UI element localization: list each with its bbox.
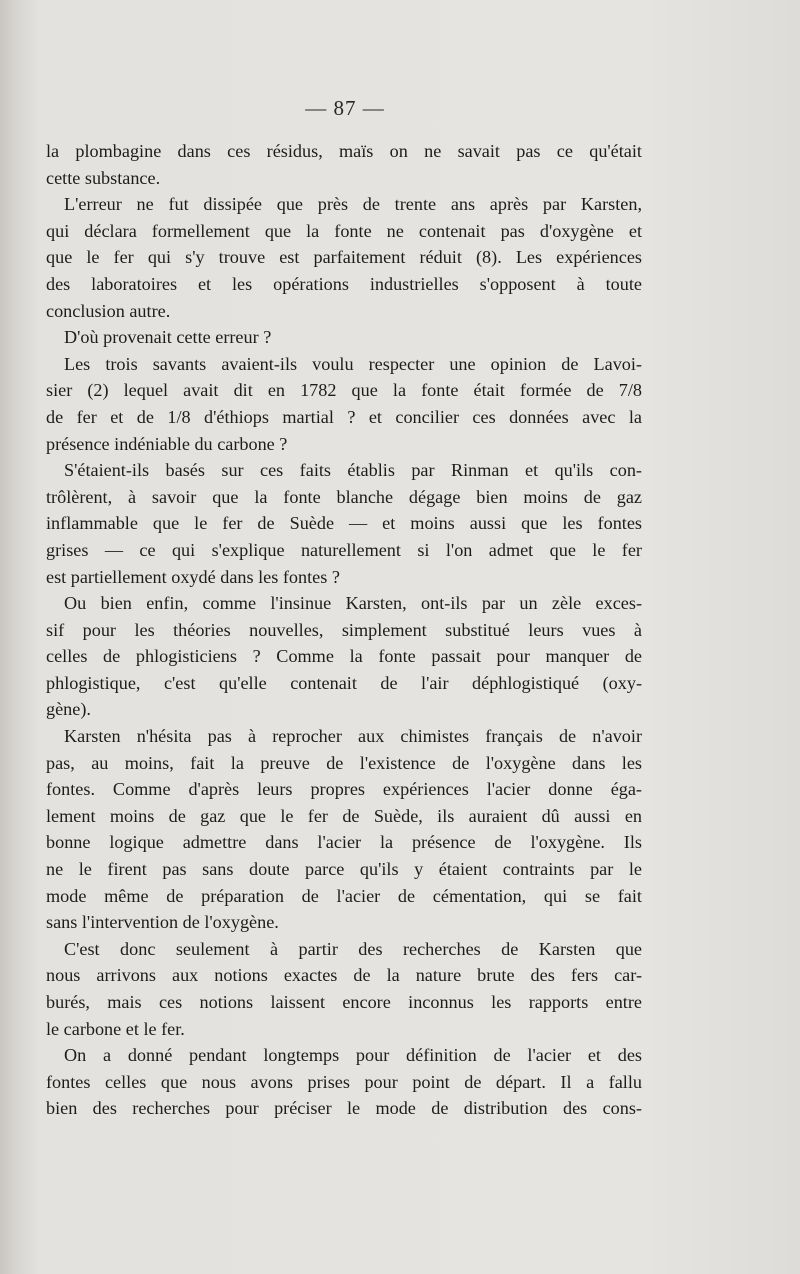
text-line: cette substance. bbox=[46, 167, 161, 188]
text-line: celles de phlogisticiens ? Comme la fonte passait pour manquer de bbox=[46, 646, 642, 667]
text-line: ne le firent pas sans doute parce qu'ils y étaient contraints par le bbox=[46, 859, 642, 880]
text-line: D'où provenait cette erreur ? bbox=[64, 327, 272, 348]
text-line: burés, mais ces notions laissent encore inconnus les rapports entre bbox=[46, 992, 642, 1012]
text-line: qui déclara formellement que la fonte ne contenait pas d'oxygène et bbox=[46, 220, 642, 241]
text-line: S'étaient-ils basés sur ces faits établis par Rinman et qu'ils con- bbox=[64, 460, 642, 481]
text-line: le carbone et le fer. bbox=[46, 1018, 185, 1039]
page-number: — 87 — bbox=[305, 96, 385, 120]
text-line: inflammable que le fer de Suède — et moins aussi que les fontes bbox=[46, 513, 642, 534]
text-line: C'est donc seulement à partir des recherches de Karsten que bbox=[64, 938, 642, 959]
text-line: mode même de préparation de l'acier de cémentation, qui se fait bbox=[46, 885, 642, 906]
text-line: fontes celles que nous avons prises pour point de départ. Il a fallu bbox=[46, 1071, 642, 1092]
text-line: phlogistique, c'est qu'elle contenait de l'air déphlogistiqué (oxy- bbox=[46, 672, 642, 693]
text-line: sans l'intervention de l'oxygène. bbox=[46, 912, 279, 933]
text-line: sif pour les théories nouvelles, simplement substitué leurs vues à bbox=[46, 619, 642, 640]
text-line: Karsten n'hésita pas à reprocher aux chimistes français de n'avoir bbox=[64, 726, 642, 747]
text-line: nous arrivons aux notions exactes de la nature brute des fers car- bbox=[46, 965, 642, 986]
text-line: Ou bien enfin, comme l'insinue Karsten, ont-ils par un zèle exces- bbox=[64, 593, 642, 614]
text-line: bien des recherches pour préciser le mode de distribution des cons- bbox=[46, 1098, 642, 1119]
text-line: trôlèrent, à savoir que la fonte blanche dégage bien moins de gaz bbox=[46, 486, 642, 507]
text-line: de fer et de 1/8 d'éthiops martial ? et concilier ces données avec la bbox=[46, 406, 642, 427]
text-line: bonne logique admettre dans l'acier la présence de l'oxygène. Ils bbox=[46, 832, 642, 853]
text-line: sier (2) lequel avait dit en 1782 que la fonte était formée de 7/8 bbox=[46, 380, 642, 401]
text-line: gène). bbox=[46, 699, 91, 720]
text-line: L'erreur ne fut dissipée que près de trente ans après par Karsten, bbox=[64, 194, 642, 215]
text-line: fontes. Comme d'après leurs propres expériences l'acier donne éga- bbox=[46, 779, 642, 800]
text-line: pas, au moins, fait la preuve de l'existence de l'oxygène dans les bbox=[46, 752, 642, 773]
text-line: la plombagine dans ces résidus, maïs on ne savait pas ce qu'était bbox=[46, 141, 642, 161]
text-line: que le fer qui s'y trouve est parfaitement réduit (8). Les expériences bbox=[46, 247, 642, 268]
text-line: est partiellement oxydé dans les fontes ? bbox=[46, 566, 340, 587]
text-line: lement moins de gaz que le fer de Suède, ils auraient dû aussi en bbox=[46, 805, 642, 826]
text-line: grises — ce qui s'explique naturellement si l'on admet que le fer bbox=[46, 539, 642, 560]
body-text bbox=[46, 138, 642, 1122]
text-line: présence indéniable du carbone ? bbox=[46, 433, 288, 454]
text-line: des laboratoires et les opérations industrielles s'opposent à toute bbox=[46, 273, 642, 294]
text-line: conclusion autre. bbox=[46, 300, 171, 321]
text-line: On a donné pendant longtemps pour définition de l'acier et des bbox=[64, 1045, 642, 1066]
text-line: Les trois savants avaient-ils voulu respecter une opinion de Lavoi- bbox=[64, 353, 642, 374]
